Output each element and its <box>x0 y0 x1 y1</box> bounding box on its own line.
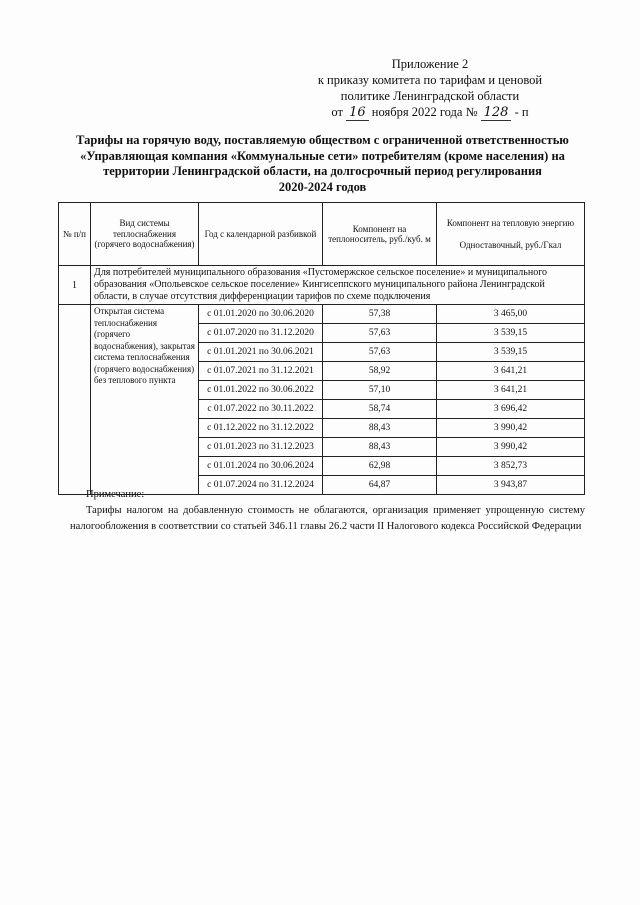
note-text: Тарифы налогом на добавленную стоимость не облагаются, организация применяет упрощенную систему налогообложения в соответствии со статьей 346.11 главы 26.2 части II Налогового кодекса Российской Федерации <box>70 505 585 532</box>
carrier-value-cell: 88,43 <box>323 419 437 438</box>
energy-value-cell: 3 539,15 <box>437 343 585 362</box>
period-cell: с 01.12.2022 по 31.12.2022 <box>199 419 323 438</box>
energy-value-cell: 3 990,42 <box>437 419 585 438</box>
date-prefix: от <box>331 105 343 119</box>
energy-value-cell: 3 990,42 <box>437 438 585 457</box>
system-type-cell: Открытая система теплоснабжения (горячего водоснабжения), закрытая система теплоснабжения (горячего водоснабжения) без теплового пункта <box>91 305 199 495</box>
energy-value-cell: 3 465,00 <box>437 305 585 324</box>
order-line-2: политике Ленинградской области <box>340 89 520 103</box>
period-cell: с 01.07.2024 по 31.12.2024 <box>199 476 323 495</box>
handwritten-order-number: 128 <box>481 105 512 121</box>
note-heading: Примечание: <box>86 489 145 500</box>
empty-num-cell <box>59 305 91 495</box>
appendix-header <box>300 56 560 121</box>
period-cell: с 01.07.2021 по 31.12.2021 <box>199 362 323 381</box>
header-num: № п/п <box>59 203 91 266</box>
header-year: Год с календарной разбивкой <box>199 203 323 266</box>
title-line-1: Тарифы на горячую воду, поставляемую обществом с ограниченной ответственностью <box>76 133 569 147</box>
document-title <box>60 133 585 195</box>
energy-value-cell: 3 641,21 <box>437 362 585 381</box>
carrier-value-cell: 57,63 <box>323 324 437 343</box>
note-section <box>70 487 585 535</box>
header-energy-title: Компонент на тепловую энергию <box>446 217 575 228</box>
header-carrier: Компонент на теплоноситель, руб./куб. м <box>323 203 437 266</box>
appendix-title: Приложение 2 <box>391 57 469 71</box>
tariff-rows <box>59 305 585 495</box>
carrier-value-cell: 58,92 <box>323 362 437 381</box>
period-cell: с 01.01.2024 по 30.06.2024 <box>199 457 323 476</box>
period-cell: с 01.01.2022 по 30.06.2022 <box>199 381 323 400</box>
order-line-1: к приказу комитета по тарифам и ценовой <box>317 73 543 87</box>
energy-value-cell: 3 696,42 <box>437 400 585 419</box>
carrier-value-cell: 57,38 <box>323 305 437 324</box>
date-suffix: - п <box>514 105 529 119</box>
header-energy-sub: Одноставочный, руб./Гкал <box>459 240 562 250</box>
period-cell: с 01.01.2023 по 31.12.2023 <box>199 438 323 457</box>
order-date-line <box>300 104 560 121</box>
header-energy <box>437 203 585 266</box>
period-cell: с 01.07.2022 по 30.11.2022 <box>199 400 323 419</box>
carrier-value-cell: 57,63 <box>323 343 437 362</box>
carrier-value-cell: 62,98 <box>323 457 437 476</box>
handwritten-day: 16 <box>346 105 369 121</box>
header-system: Вид системы теплоснабжения (горячего водоснабжения) <box>91 203 199 266</box>
energy-value-cell: 3 852,73 <box>437 457 585 476</box>
period-cell: с 01.01.2021 по 30.06.2021 <box>199 343 323 362</box>
table-header-row <box>59 203 585 266</box>
title-line-2: «Управляющая компания «Коммунальные сети» потребителям (кроме населения) на <box>80 148 565 163</box>
energy-value-cell: 3 539,15 <box>437 324 585 343</box>
group-number: 1 <box>59 266 91 305</box>
table-row <box>59 305 585 324</box>
carrier-value-cell: 88,43 <box>323 438 437 457</box>
period-cell: с 01.07.2020 по 31.12.2020 <box>199 324 323 343</box>
energy-value-cell: 3 943,87 <box>437 476 585 495</box>
carrier-value-cell: 64,87 <box>323 476 437 495</box>
energy-value-cell: 3 641,21 <box>437 381 585 400</box>
group-row <box>59 266 585 305</box>
period-cell: с 01.01.2020 по 30.06.2020 <box>199 305 323 324</box>
title-line-4: 2020-2024 годов <box>278 179 367 194</box>
carrier-value-cell: 57,10 <box>323 381 437 400</box>
tariff-table <box>58 202 585 495</box>
group-description: Для потребителей муниципального образования «Пустомержское сельское поселение» и муниципального образования «Опольевское сельское поселение» Кингисеппского муниципального района Ленинградской области, в случае отсутствия дифференциации тарифов по схеме подключения <box>91 266 585 305</box>
carrier-value-cell: 58,74 <box>323 400 437 419</box>
title-line-3: территории Ленинградской области, на долгосрочный период регулирования <box>103 164 542 178</box>
date-middle: ноября 2022 года № <box>371 105 478 119</box>
